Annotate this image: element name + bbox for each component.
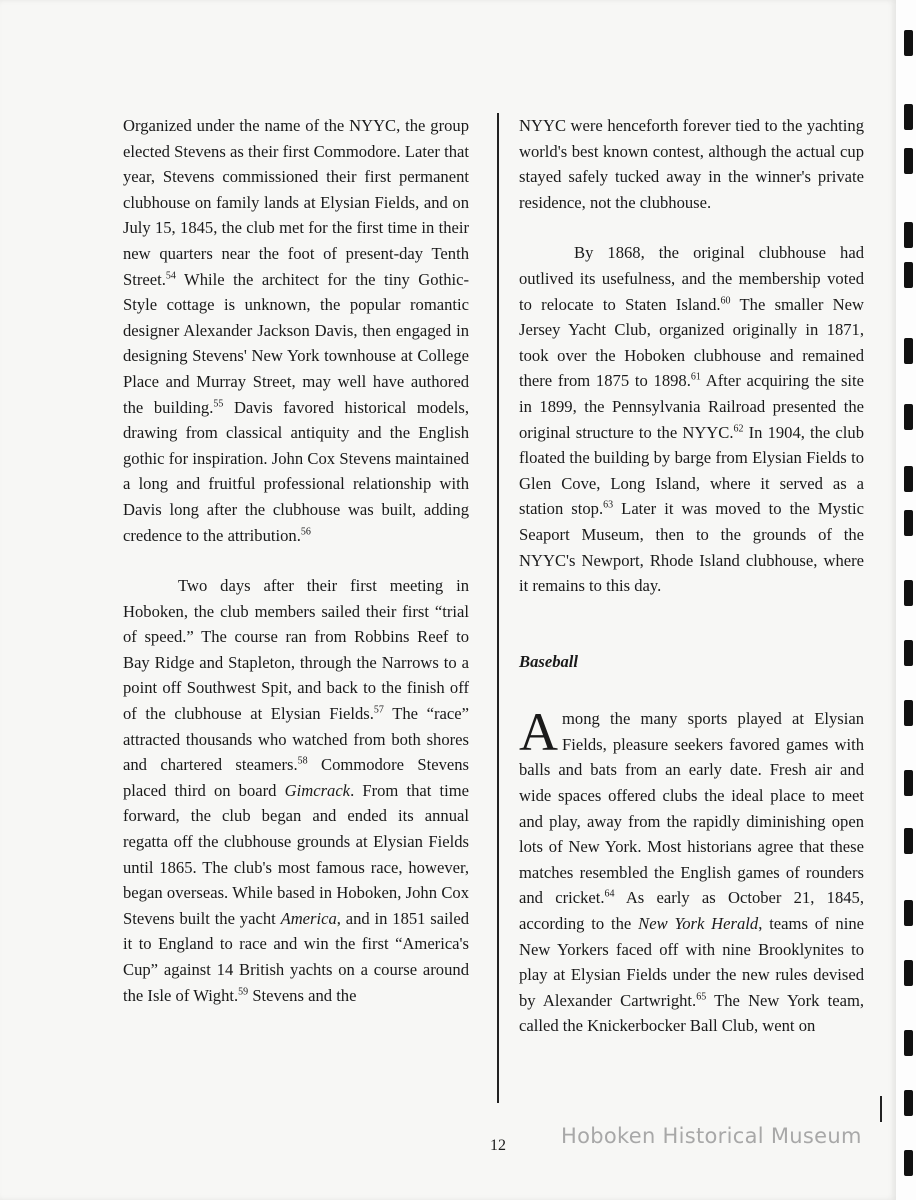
footnote-ref: 60	[720, 295, 731, 307]
binding-hole	[904, 148, 913, 174]
binding-hole	[904, 466, 913, 492]
paragraph-clubhouse-relocation: By 1868, the original clubhouse had outlived its usefulness, and the membership voted to relocate to Staten Island.$^{60}$ The smaller New Jersey Yacht Club, organized originally in 1871, took over the Hoboken clubhouse and remained there from 1875 to 1898.61 After acquiring the site in 1899, the Pennsylvania Railroad presented the original structure to the NYYC.$^{62}$ In 1904, the club floated the building by barge from Elysian Fields to Glen Cove, Long Island, where it served as a station stop.$^{63}$ Later it was moved to the Mystic Seaport Museum, then to the grounds of the NYYC's Newport, Rhode Island clubhouse, where it remains to this day.	[519, 243, 864, 596]
paragraph-trial-of-speed: Two days after their first meeting in Hoboken, the club members sailed their first “trial of speed.” The course ran from Robbins Reef to Bay Ridge and Stapleton, through the Narrows to a point off Southwest Spit, and back to the finish off of the clubhouse at Elysian Fields.$^{57}$ The “race” attracted thousands who watched from both shores and chartered steamers.$^{58}$ Commodore Stevens placed third on board Gimcrack. From that time forward, the club began and ended its annual regatta off the clubhouse grounds at Elysian Fields until 1865. The club's most famous race, however, began overseas. While based in Hoboken, John Cox Stevens built the yacht America, and in 1851 sailed it to England to race and win the first “America's Cup” against 14 British yachts on a course around the Isle of Wight.$^{59}$ Stevens and the	[123, 576, 469, 1005]
binding-hole	[904, 1090, 913, 1116]
binding-hole	[904, 104, 913, 130]
watermark: Hoboken Historical Museum	[561, 1124, 862, 1148]
binding-hole	[904, 1030, 913, 1056]
footnote-ref: 65	[696, 991, 707, 1003]
footnote-ref: 64	[604, 888, 615, 900]
binding-hole	[904, 222, 913, 248]
section-heading-baseball: Baseball	[519, 651, 579, 671]
footnote-ref: 54	[165, 270, 176, 282]
binding-hole	[904, 338, 913, 364]
drop-cap: A	[519, 702, 558, 763]
binding-hole	[904, 770, 913, 796]
paragraph-nyyc-clubhouse: Organized under the name of the NYYC, the group elected Stevens as their first Commodore. Later that year, Stevens commissioned their first permanent clubhouse on family lands at Elysian Fields, and on July 15, 1845, the club met for the first time in their new quarters near the foot of present-day Tenth Street.$^{54}$ While the architect for the tiny Gothic-Style cottage is unknown, the popular romantic designer Alexander Jackson Davis, then engaged in designing Stevens' New York townhouse at College Place and Murray Street, may well have authored the building.$^{55}$ Davis favored historical models, drawing from classical antiquity and the English gothic for inspiration. John Cox Stevens maintained a long and fruitful professional relationship with Davis long after the clubhouse was built, adding credence to the attribution.$^{56}$	[123, 116, 469, 545]
footnote-ref: 57	[373, 704, 384, 716]
binding-hole	[904, 404, 913, 430]
footnote-ref: 59	[238, 986, 249, 998]
left-column	[123, 113, 469, 1008]
binding-hole	[904, 262, 913, 288]
binding-hole	[904, 1150, 913, 1176]
right-column	[519, 113, 864, 1039]
footnote-ref: 58	[297, 755, 308, 767]
binding-hole	[904, 510, 913, 536]
paragraph-americas-cup: NYYC were henceforth forever tied to the yachting world's best known contest, although the actual cup stayed safely tucked away in the winner's private residence, not the clubhouse.	[519, 116, 864, 212]
footnote-ref: 55	[213, 398, 224, 409]
yacht-name-gimcrack: Gimcrack	[284, 780, 351, 800]
paragraph-baseball: Among the many sports played at Elysian Fields, pleasure seekers favored games with balls and bats from an early date. Fresh air and wide spaces offered clubs the ideal place to meet and play, away from the rapidly diminishing open lots of New York. Most historians agree that these matches resembled the English games of rounders and cricket.$^{64}$ As early as October 21, 1845, according to the New York Herald, teams of nine New Yorkers faced off with nine Brooklynites to play at Elysian Fields under the new rules devised by Alexander Cartwright.$^{65}$ The New York team, called the Knickerbocker Ball Club, went on	[519, 702, 864, 1036]
binding-hole	[904, 828, 913, 854]
footnote-ref: 56	[300, 525, 311, 537]
binding-hole	[904, 640, 913, 666]
spiral-binding	[896, 0, 916, 1200]
newspaper-name: New York Herald	[638, 914, 759, 934]
column-divider	[497, 113, 499, 1103]
edge-mark	[880, 1096, 882, 1122]
footnote-ref: 62	[733, 423, 744, 434]
page-number: 12	[490, 1137, 506, 1154]
footnote-ref: 63	[603, 499, 614, 511]
binding-hole	[904, 30, 913, 56]
binding-hole	[904, 700, 913, 726]
binding-hole	[904, 900, 913, 926]
binding-hole	[904, 960, 913, 986]
footnote-ref: 61	[690, 371, 701, 383]
binding-hole	[904, 580, 913, 606]
yacht-name-america: America	[280, 908, 337, 928]
